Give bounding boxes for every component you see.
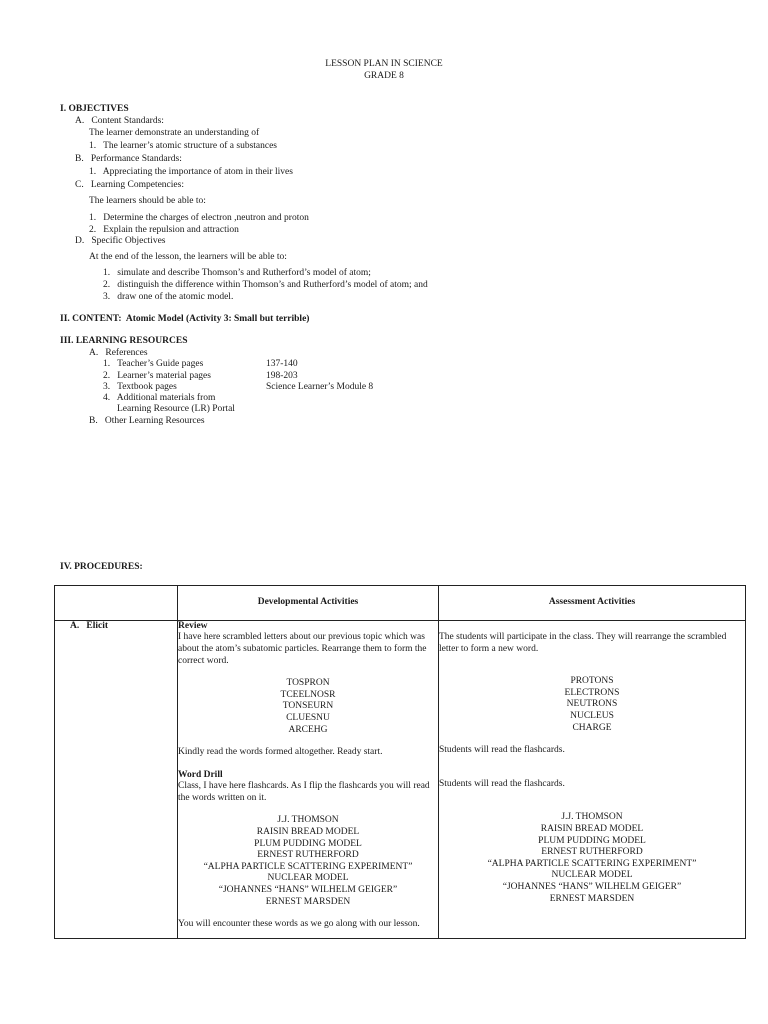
flashcard-word: RAISIN BREAD MODEL: [540, 823, 644, 834]
answer-word: NUCLEUS: [570, 710, 614, 721]
flashcard-word: J.J. THOMSON: [561, 812, 623, 823]
scrambled-word: TOSPRON: [286, 678, 330, 689]
resource-item-label: 1. Teacher’s Guide pages: [103, 359, 204, 369]
column-header-developmental: Developmental Activities: [178, 586, 439, 621]
resource-item-continuation: Learning Resource (LR) Portal: [117, 404, 235, 414]
scrambled-word: CLUESNU: [286, 712, 330, 723]
content-standards-label: A. Content Standards:: [75, 116, 164, 126]
resources-heading: III. LEARNING RESOURCES: [60, 336, 188, 346]
document-grade: GRADE 8: [364, 71, 404, 81]
procedures-heading: IV. PROCEDURES:: [60, 562, 143, 572]
column-header-assessment: Assessment Activities: [439, 586, 746, 621]
review-text: I have here scrambled letters about our previous topic which was about the atom’s subatomic particles. Rearrange them to form the correct word.: [178, 632, 427, 666]
row-label-elicit: A. Elicit: [70, 621, 108, 631]
scrambled-words-list: [178, 678, 438, 736]
competencies-intro: The learners should be able to:: [89, 196, 206, 206]
resource-item-label: 4. Additional materials from: [103, 393, 216, 403]
answers-list: [439, 676, 745, 734]
flashcard-word: “JOHANNES “HANS” WILHELM GEIGER”: [218, 884, 398, 895]
answer-word: NEUTRONS: [566, 699, 618, 710]
word-drill-title: Word Drill: [178, 769, 223, 780]
content-section: [60, 314, 309, 325]
flashcard-word: ERNEST MARSDEN: [549, 893, 635, 904]
developmental-cell: [178, 621, 439, 939]
document-title: LESSON PLAN IN SCIENCE: [325, 59, 443, 69]
specific-objectives-intro: At the end of the lesson, the learners will be able to:: [89, 252, 287, 262]
read-instruction: Kindly read the words formed altogether. Ready start.: [178, 747, 383, 758]
other-resources-label: B. Other Learning Resources: [89, 416, 205, 426]
specific-objective-item: 3. draw one of the atomic model.: [103, 292, 234, 302]
scrambled-word: TONSEURN: [282, 701, 334, 712]
flashcard-word: ERNEST MARSDEN: [265, 896, 351, 907]
references-label: A. References: [89, 348, 148, 358]
performance-standards-item: 1. Appreciating the importance of atom in their lives: [89, 167, 293, 177]
content-text: Atomic Model (Activity 3: Small but terrible): [125, 314, 310, 324]
specific-objective-item: 1. simulate and describe Thomson’s and Rutherford’s model of atom;: [103, 268, 371, 278]
specific-objectives-label: D. Specific Objectives: [75, 236, 166, 246]
procedures-table: [54, 585, 746, 939]
resource-item-value: 198-203: [266, 371, 298, 381]
table-header-row: [55, 586, 746, 621]
closing-text: You will encounter these words as we go along with our lesson.: [178, 919, 420, 930]
flashcard-word: NUCLEAR MODEL: [551, 870, 633, 881]
scrambled-word: ARCEHG: [288, 724, 328, 735]
flashcard-word: “JOHANNES “HANS” WILHELM GEIGER”: [502, 881, 682, 892]
review-title: Review: [178, 621, 208, 631]
answer-word: CHARGE: [572, 722, 612, 733]
answer-word: ELECTRONS: [564, 687, 620, 698]
flashcard-word: PLUM PUDDING MODEL: [254, 838, 362, 849]
content-standards-text: The learner demonstrate an understanding of: [89, 128, 260, 138]
competency-item: 1. Determine the charges of electron ,neutron and proton: [89, 213, 309, 223]
students-read-text: Students will read the flashcards.: [439, 745, 565, 756]
competency-item: 2. Explain the repulsion and attraction: [89, 225, 239, 235]
objectives-heading: I. OBJECTIVES: [60, 104, 129, 114]
content-standards-item: 1. The learner’s atomic structure of a substances: [89, 141, 278, 151]
resource-item-label: 3. Textbook pages: [103, 382, 177, 392]
competencies-label: C. Learning Competencies:: [75, 180, 184, 190]
flashcard-word: “ALPHA PARTICLE SCATTERING EXPERIMENT”: [487, 858, 697, 869]
specific-objective-item: 2. distinguish the difference within Thomson’s and Rutherford’s model of atom; and: [103, 280, 428, 290]
assessment-cell: [439, 621, 746, 939]
answer-word: PROTONS: [570, 676, 614, 687]
resource-item-value: 137-140: [266, 359, 298, 369]
flashcard-word: RAISIN BREAD MODEL: [256, 826, 360, 837]
flashcard-word: “ALPHA PARTICLE SCATTERING EXPERIMENT”: [203, 861, 413, 872]
row-label-cell: [55, 621, 178, 939]
flashcard-word: NUCLEAR MODEL: [267, 873, 349, 884]
table-row-elicit: [55, 621, 746, 939]
content-label: II. CONTENT:: [60, 314, 122, 324]
resource-item-value: Science Learner’s Module 8: [266, 382, 374, 392]
assessment-intro: The students will participate in the class. They will rearrange the scrambled letter to form a new word.: [439, 632, 727, 654]
flashcard-word: ERNEST RUTHERFORD: [257, 850, 359, 861]
students-read-text: Students will read the flashcards.: [439, 778, 565, 789]
flashcard-list-left: [178, 815, 438, 908]
header-empty-cell: [55, 586, 178, 621]
flashcard-list-right: [439, 812, 745, 905]
performance-standards-label: B. Performance Standards:: [75, 154, 182, 164]
word-drill-text: Class, I have here flashcards. As I flip the flashcards you will read the words written on it.: [178, 781, 430, 803]
flashcard-word: PLUM PUDDING MODEL: [538, 835, 646, 846]
scrambled-word: TCEELNOSR: [280, 689, 336, 700]
resource-item-label: 2. Learner’s material pages: [103, 371, 211, 381]
flashcard-word: ERNEST RUTHERFORD: [541, 847, 643, 858]
flashcard-word: J.J. THOMSON: [277, 815, 339, 826]
